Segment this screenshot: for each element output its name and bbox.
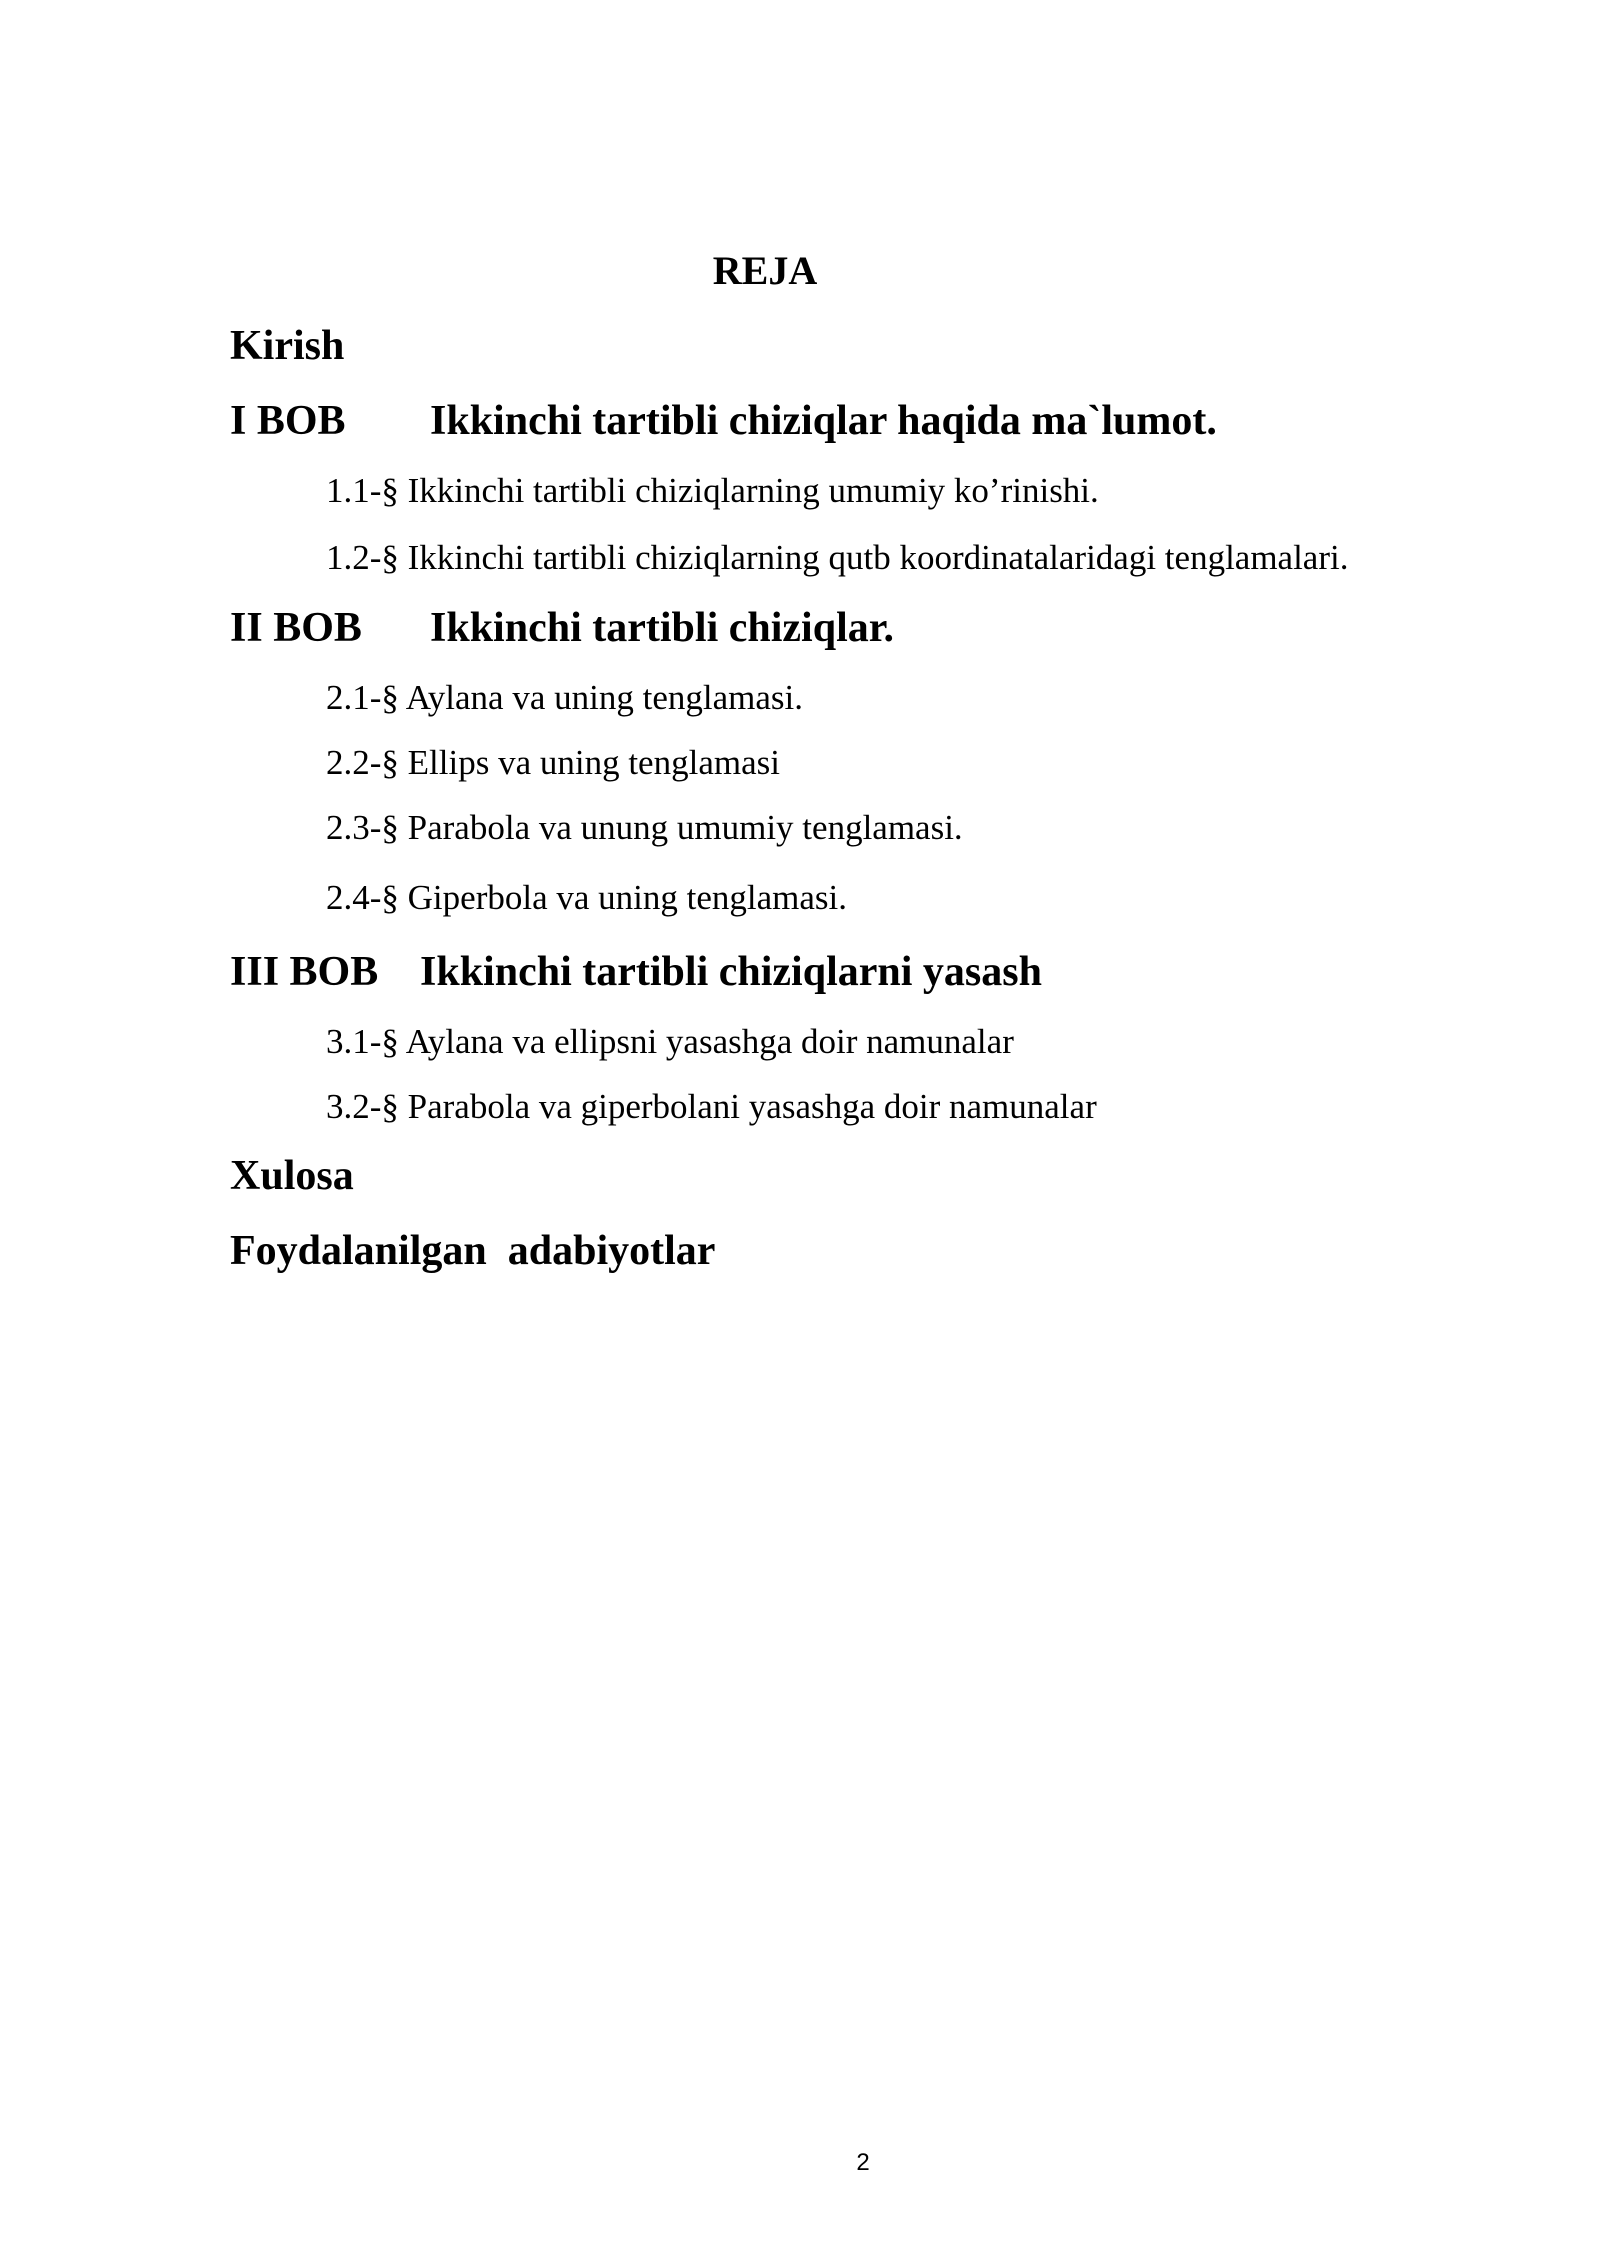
chapter-1-label: I BOB bbox=[230, 398, 346, 444]
section-2-4: 2.4-§ Giperbola va uning tenglamasi. bbox=[326, 878, 847, 917]
section-2-1: 2.1-§ Aylana va uning tenglamasi. bbox=[326, 678, 803, 717]
chapter-3-title: Ikkinchi tartibli chiziqlarni yasash bbox=[420, 949, 1042, 995]
conclusion-heading: Xulosa bbox=[230, 1153, 354, 1199]
chapter-2-heading bbox=[230, 602, 895, 654]
references-heading: Foydalanilgan adabiyotlar bbox=[230, 1228, 716, 1274]
chapter-2-label: II BOB bbox=[230, 605, 362, 651]
section-3-2: 3.2-§ Parabola va giperbolani yasashga doir namunalar bbox=[326, 1087, 1097, 1126]
section-3-1: 3.1-§ Aylana va ellipsni yasashga doir namunalar bbox=[326, 1022, 1014, 1061]
page-number: 2 bbox=[856, 2149, 870, 2176]
chapter-1-title: Ikkinchi tartibli chiziqlar haqida ma`lumot. bbox=[430, 398, 1217, 444]
section-1-1: 1.1-§ Ikkinchi tartibli chiziqlarning umumiy ko’rinishi. bbox=[326, 471, 1099, 510]
chapter-3-label: III BOB bbox=[230, 949, 379, 995]
section-2-3: 2.3-§ Parabola va unung umumiy tenglamasi. bbox=[326, 808, 963, 847]
section-2-2: 2.2-§ Ellips va uning tenglamasi bbox=[326, 743, 780, 782]
chapter-1-heading bbox=[230, 395, 1217, 447]
section-1-2: 1.2-§ Ikkinchi tartibli chiziqlarning qutb koordinatalaridagi tenglamalari. bbox=[326, 538, 1349, 577]
chapter-2-title: Ikkinchi tartibli chiziqlar. bbox=[430, 605, 895, 651]
chapter-3-heading bbox=[230, 946, 1042, 998]
page-title: REJA bbox=[712, 248, 818, 293]
intro-heading: Kirish bbox=[230, 323, 345, 369]
